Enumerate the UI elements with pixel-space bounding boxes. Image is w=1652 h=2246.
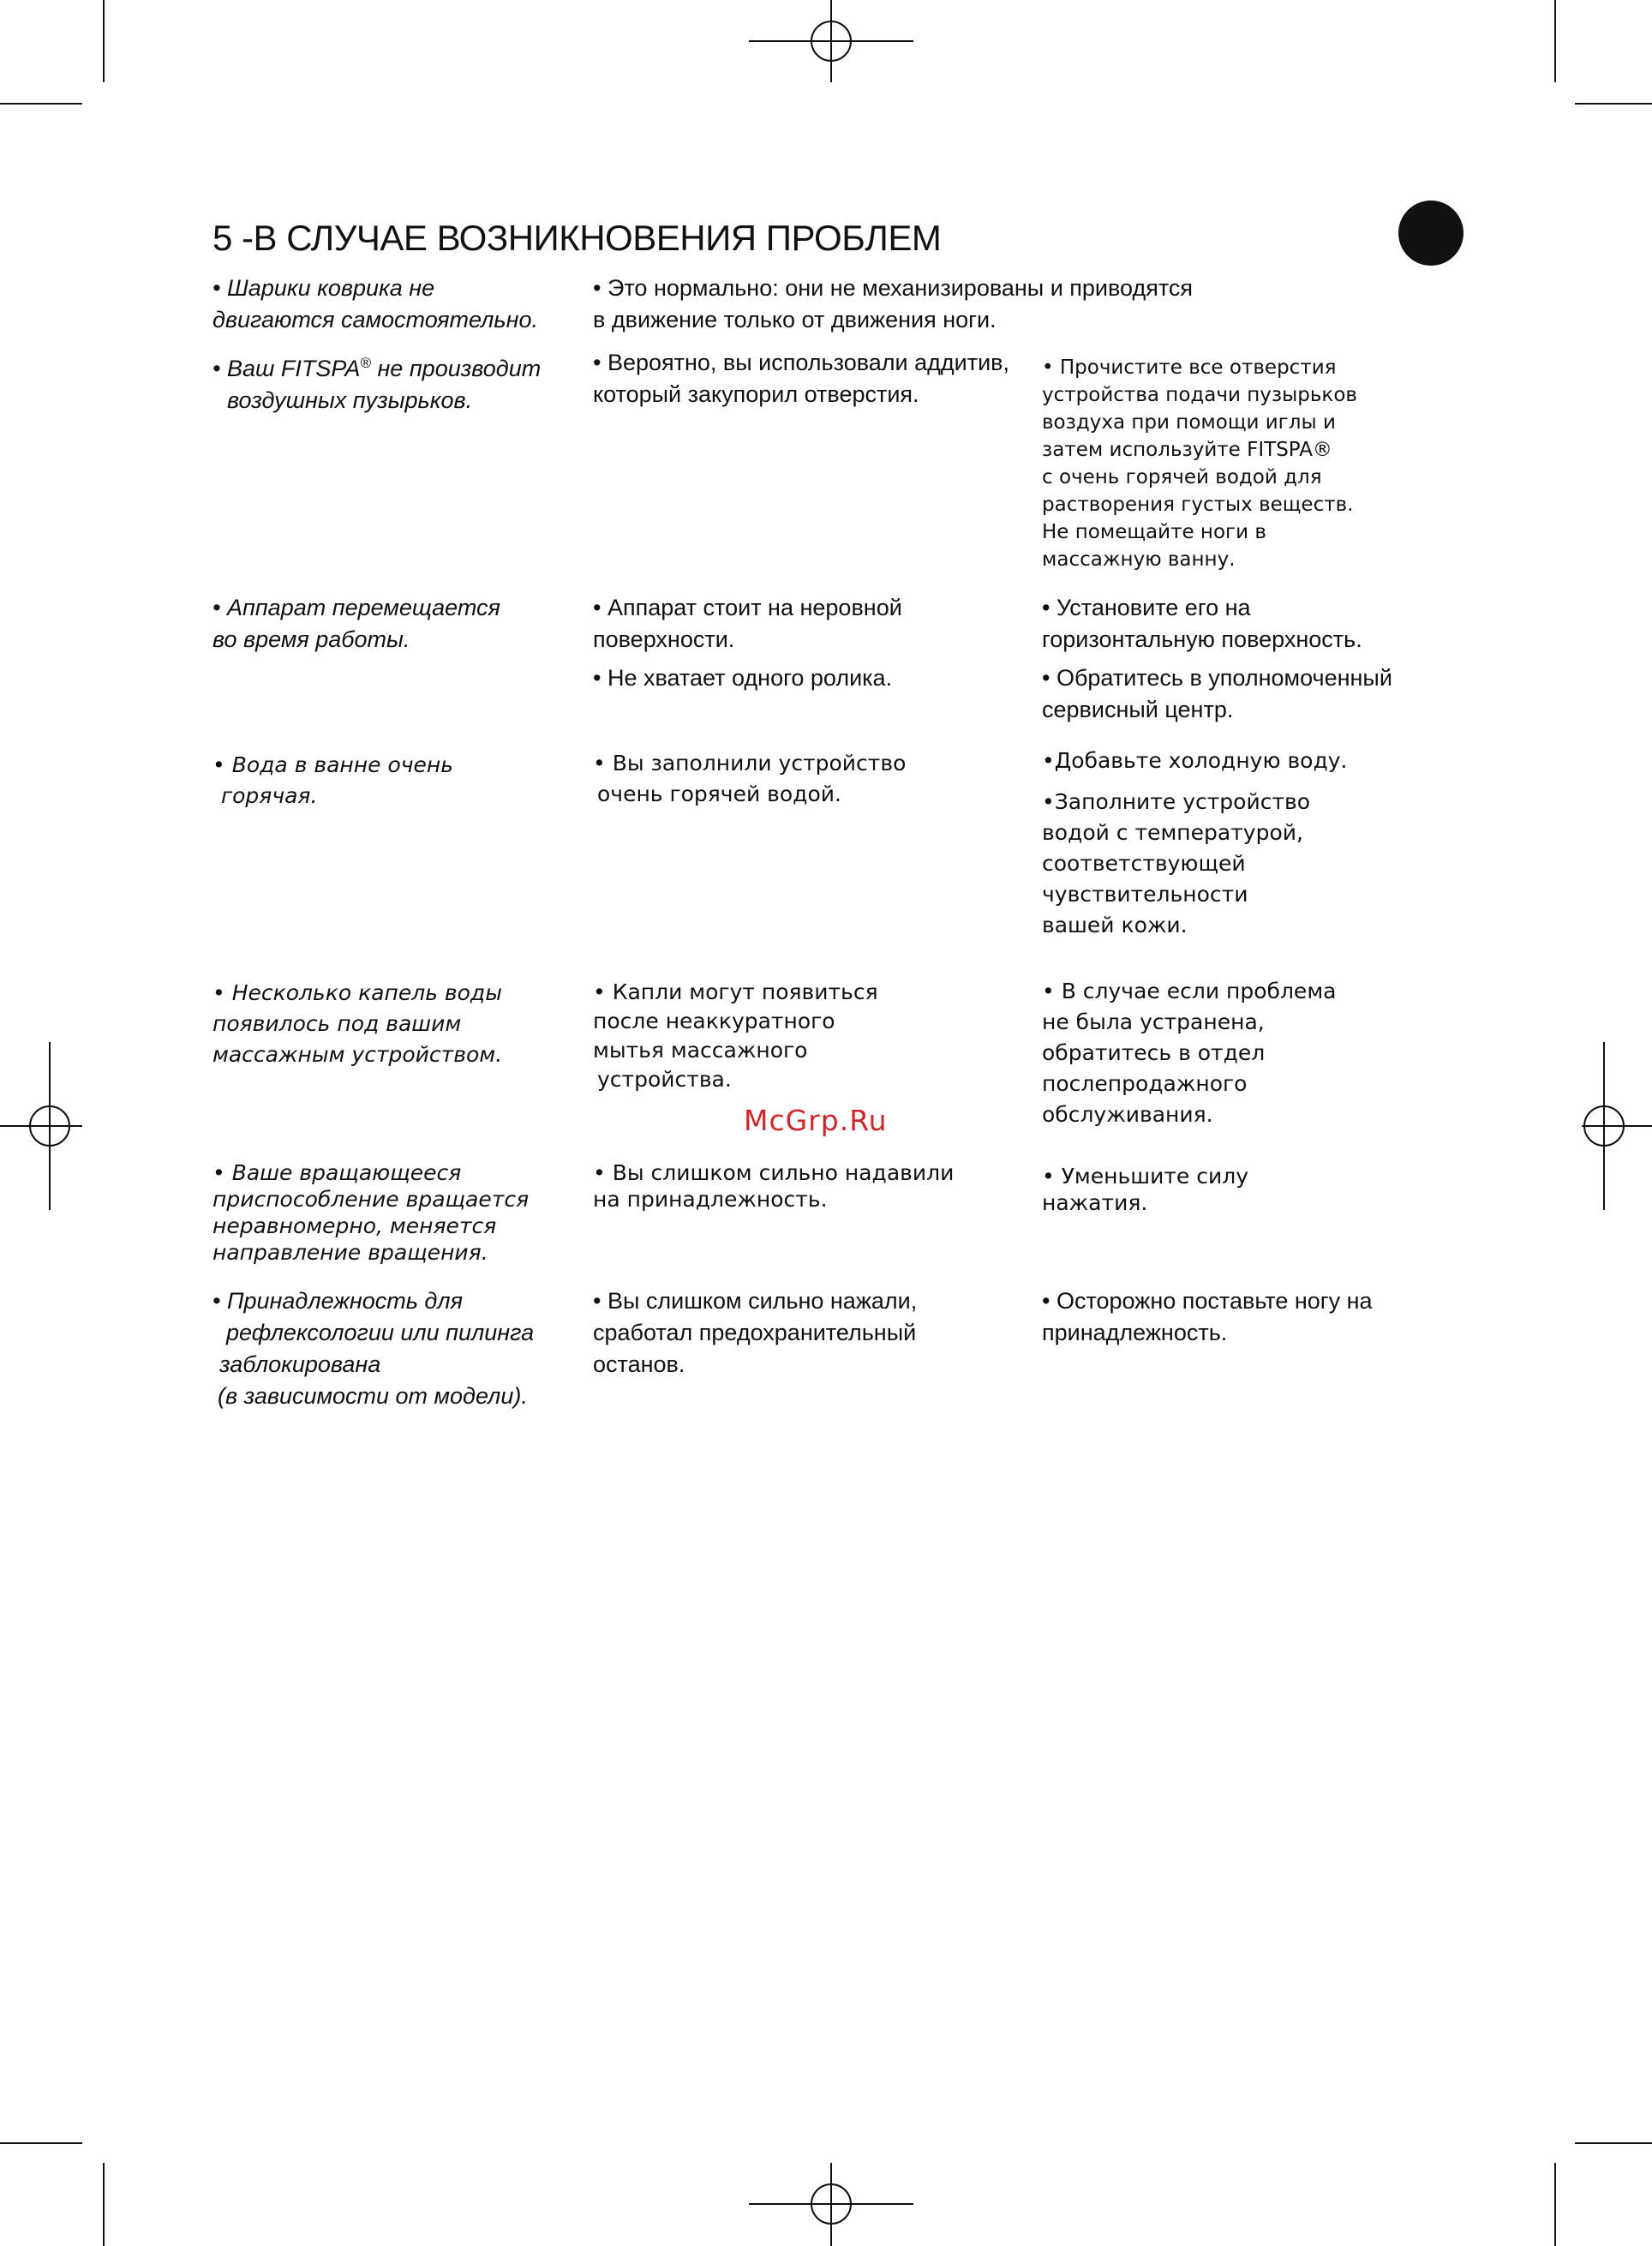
crop-mark <box>1554 2163 1556 2246</box>
problem-2: • Ваш FITSPA® не производит воздушных пузырьков. <box>212 355 542 413</box>
registration-mark-left <box>0 1125 82 1127</box>
cause-5: • Капли могут появиться после неаккуратного мытья массажного устройства. <box>593 979 878 1092</box>
language-tab-dot <box>1398 201 1463 266</box>
problem-7: • Принадлежность для рефлексологии или пилинга заблокирована (в зависимости от модели). <box>212 1288 535 1409</box>
crop-mark <box>1575 2142 1652 2144</box>
crop-mark <box>103 2163 105 2246</box>
page-title: 5 -В СЛУЧАЕ ВОЗНИКНОВЕНИЯ ПРОБЛЕМ <box>212 218 942 258</box>
crop-mark <box>1575 103 1652 105</box>
cause-6: • Вы слишком сильно надавили на принадлежность. <box>593 1160 955 1212</box>
solution-7: • Осторожно поставьте ногу на принадлежность. <box>1042 1288 1373 1345</box>
registration-mark-right <box>1582 1125 1652 1127</box>
problem-1: • Шарики коврика не двигаются самостоятельно. <box>212 275 538 332</box>
solution-6: • Уменьшите силу нажатия. <box>1042 1164 1249 1215</box>
problem-6: • Ваше вращающееся приспособление вращается неравномерно, меняется направление вращения. <box>212 1160 530 1265</box>
crop-mark <box>0 103 82 105</box>
cause-4: • Вы заполнили устройство очень горячей водой. <box>593 751 907 806</box>
cause-3: • Аппарат стоит на неровной поверхности. • Не хватает одного ролика. <box>593 595 902 691</box>
problem-4: • Вода в ванне очень горячая. <box>212 752 453 808</box>
crop-mark <box>103 0 105 82</box>
solution-5: • В случае если проблема не была устранена, обратитесь в отдел послепродажного обслуживания. <box>1042 979 1337 1127</box>
solution-3: • Установите его на горизонтальную поверхность. • Обратитесь в уполномоченный сервисный центр. <box>1042 595 1392 722</box>
solution-2: • Прочистите все отверстия устройства подачи пузырьков воздуха при помощи иглы и затем используйте FITSPA® с очень горячей водой для растворения густых веществ. Не помещайте ноги в массажную ванну. <box>1042 356 1357 571</box>
crop-mark <box>0 2142 82 2144</box>
problem-3: • Аппарат перемещается во время работы. <box>212 595 500 652</box>
solution-4: •Добавьте холодную воду. •Заполните устройство водой с температурой, соответствующей чувствительности вашей кожи. <box>1042 748 1348 937</box>
registration-mark-bottom <box>749 2203 913 2205</box>
cause-2: • Вероятно, вы использовали аддитив, который закупорил отверстия. <box>593 350 1010 407</box>
cause-7: • Вы слишком сильно нажали, сработал предохранительный останов. <box>593 1288 918 1377</box>
registration-mark-top <box>749 40 913 42</box>
cause-1: • Это нормально: они не механизированы и приводятся в движение только от движения ноги. <box>593 275 1194 332</box>
watermark: McGrp.Ru <box>744 1104 888 1137</box>
crop-mark <box>1554 0 1556 82</box>
problem-5: • Несколько капель воды появилось под вашим массажным устройством. <box>212 980 503 1067</box>
